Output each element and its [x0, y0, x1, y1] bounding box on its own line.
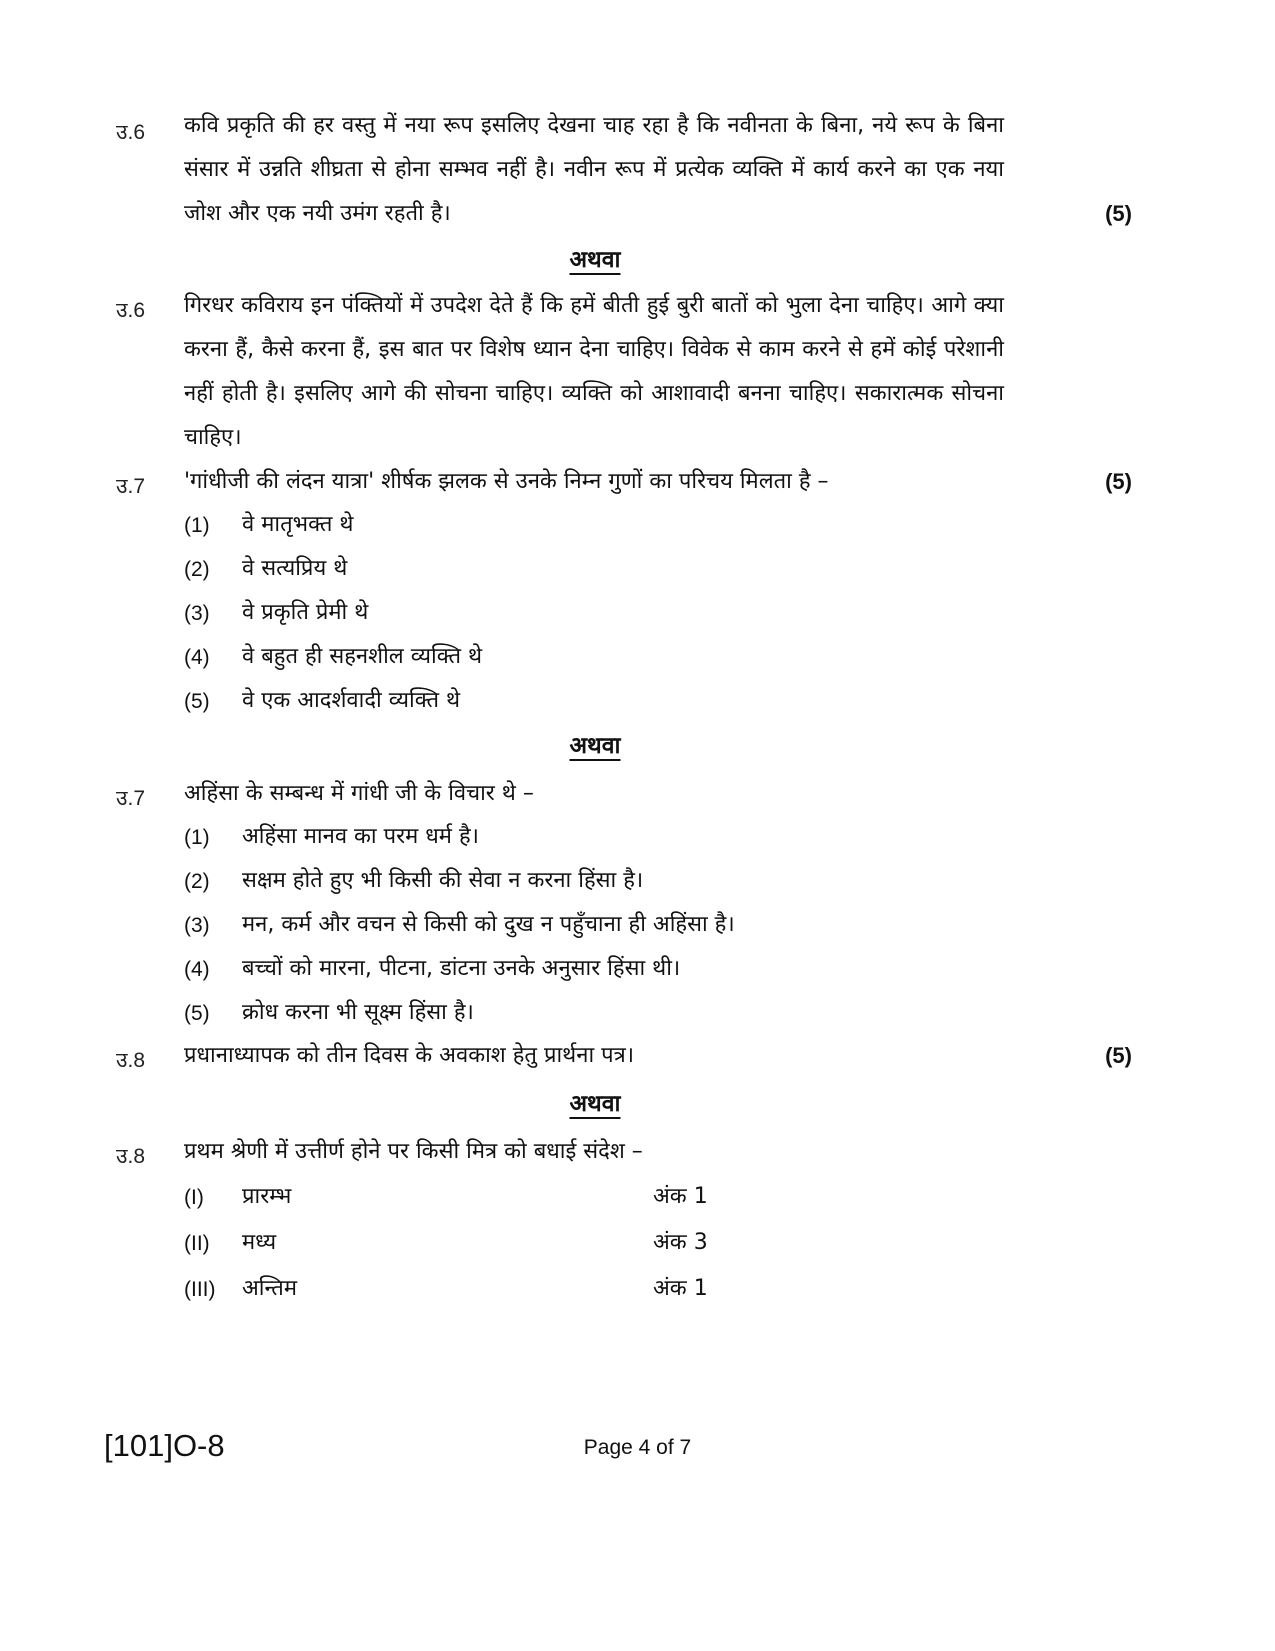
question-number: उ.8 — [116, 1049, 146, 1072]
mark-allocation: अंक 3 — [653, 1230, 708, 1255]
list-item-number: (II) — [184, 1232, 210, 1255]
list-item: बच्चों को मारना, पीटना, डांटना उनके अनुसार हिंसा थी। — [242, 956, 681, 981]
list-item: वे मातृभक्त थे — [242, 512, 354, 537]
list-item: अन्तिम — [242, 1276, 297, 1301]
list-item: सक्षम होते हुए भी किसी की सेवा न करना हिंसा है। — [242, 868, 644, 893]
answer-paragraph: गिरधर कविराय इन पंक्तियों में उपदेश देते हैं कि हमें बीती हुई बुरी बातों को भुला देना चाहिए। आगे क्या करना हैं, कैसे करना हैं, इस बात पर विशेष ध्यान देना चाहिए। विवेक से काम करने से हमें कोई परेशानी नहीं होती है। इसलिए आगे की सोचना चाहिए। व्यक्ति को आशावादी बनना चाहिए। सकारात्मक सोचना चाहिए। — [184, 293, 1004, 450]
question-number: उ.7 — [116, 475, 146, 498]
list-item-number: (1) — [184, 826, 210, 849]
list-item-number: (5) — [184, 1002, 210, 1025]
list-item-number: (4) — [184, 646, 210, 669]
list-item-number: (5) — [184, 690, 210, 713]
list-item: क्रोध करना भी सूक्ष्म हिंसा है। — [242, 1000, 474, 1025]
answer-paragraph: कवि प्रकृति की हर वस्तु में नया रूप इसलिए देखना चाह रहा है कि नवीनता के बिना, नये रूप के बिना संसार में उन्नति शीघ्रता से होना सम्भव नहीं है। नवीन रूप में प्रत्येक व्यक्ति में कार्य करने का एक नया जोश और एक नयी उमंग रहती है। — [184, 113, 1004, 226]
list-item-number: (2) — [184, 558, 210, 581]
marks-label: (5) — [1105, 1043, 1132, 1068]
answer-intro: 'गांधीजी की लंदन यात्रा' शीर्षक झलक से उनके निम्न गुणों का परिचय मिलता है – — [184, 469, 829, 494]
question-number: उ.7 — [116, 787, 146, 810]
list-item-number: (3) — [184, 914, 210, 937]
question-number: उ.8 — [116, 1145, 146, 1168]
or-heading: अथवा — [569, 247, 621, 273]
answer-intro: अहिंसा के सम्बन्ध में गांधी जी के विचार थे – — [184, 781, 534, 806]
marks-label: (5) — [1105, 469, 1132, 494]
list-item-number: (2) — [184, 870, 210, 893]
question-number: उ.6 — [116, 299, 146, 322]
list-item-number: (4) — [184, 958, 210, 981]
list-item-number: (I) — [184, 1186, 204, 1209]
mark-allocation: अंक 1 — [653, 1276, 708, 1301]
list-item: मध्य — [242, 1230, 277, 1255]
list-item: मन, कर्म और वचन से किसी को दुख न पहुँचाना ही अहिंसा है। — [242, 912, 735, 937]
mark-allocation: अंक 1 — [653, 1184, 708, 1209]
list-item: अहिंसा मानव का परम धर्म है। — [242, 824, 479, 849]
list-item-number: (III) — [184, 1278, 216, 1301]
or-heading: अथवा — [569, 1091, 621, 1117]
page-number: Page 4 of 7 — [583, 1436, 692, 1459]
list-item: वे एक आदर्शवादी व्यक्ति थे — [242, 688, 461, 713]
list-item-number: (3) — [184, 602, 210, 625]
answer-intro: प्रथम श्रेणी में उत्तीर्ण होने पर किसी मित्र को बधाई संदेश – — [184, 1139, 643, 1164]
paper-code: [101]O-8 — [104, 1428, 225, 1463]
marks-label: (5) — [1105, 201, 1132, 226]
list-item: वे सत्यप्रिय थे — [242, 556, 348, 581]
list-item-number: (1) — [184, 514, 210, 537]
list-item: वे प्रकृति प्रेमी थे — [242, 600, 369, 625]
answer-intro: प्रधानाध्यापक को तीन दिवस के अवकाश हेतु प्रार्थना पत्र। — [184, 1043, 635, 1068]
list-item: वे बहुत ही सहनशील व्यक्ति थे — [242, 644, 483, 669]
list-item: प्रारम्भ — [242, 1184, 292, 1209]
or-heading: अथवा — [569, 733, 621, 759]
question-number: उ.6 — [116, 121, 146, 144]
